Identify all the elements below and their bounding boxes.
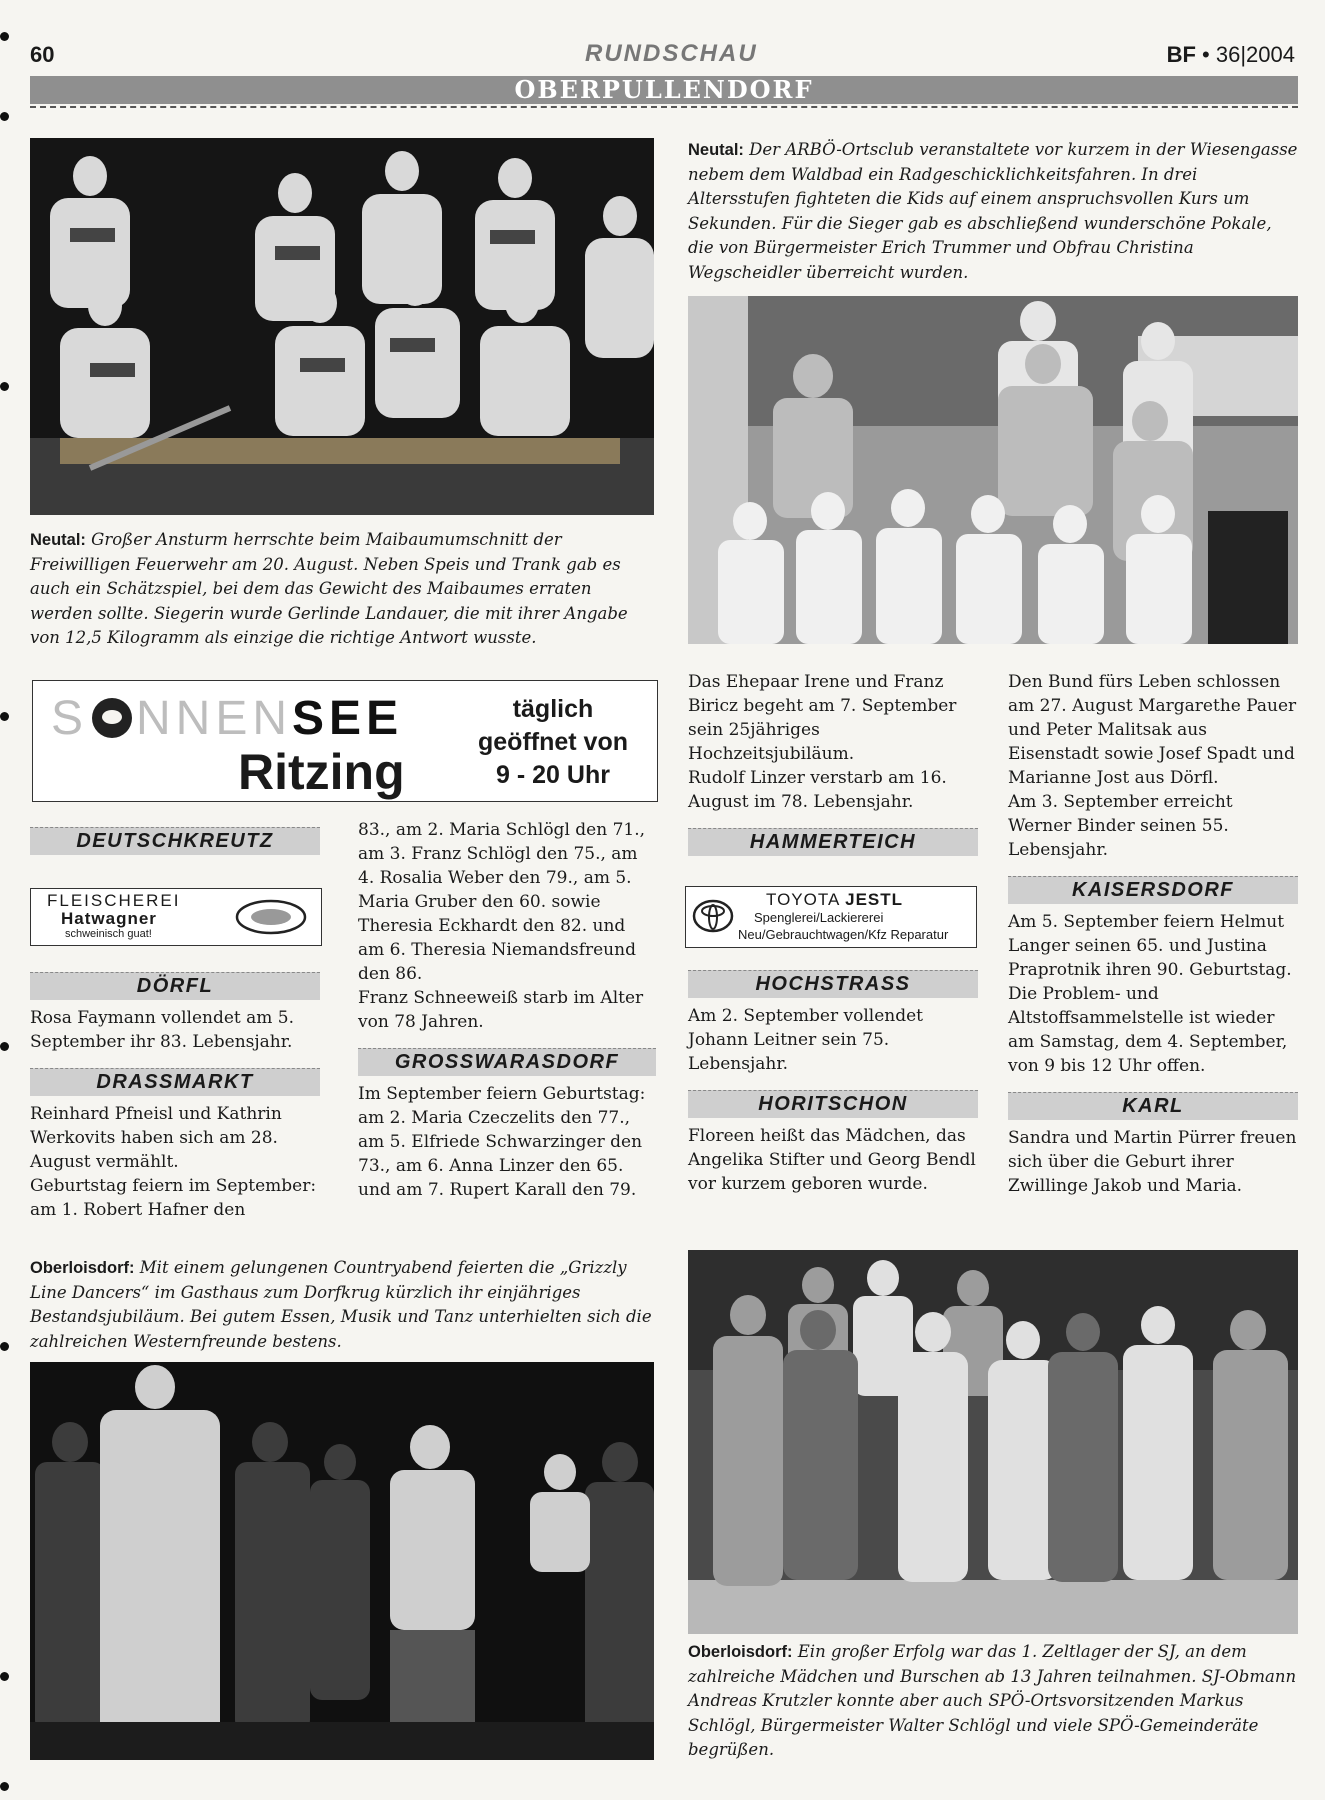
photo-sj-zeltlager-group <box>688 1250 1298 1634</box>
sonnensee-logo <box>51 691 403 746</box>
text-karl: Sandra und Martin Pürrer freuen sich über die Geburt ihrer Zwillinge Jakob und Maria. <box>1008 1128 1297 1196</box>
logo-letter-s: S <box>51 692 89 745</box>
caption-oberloisdorf-country <box>30 1256 654 1354</box>
hours-line-1: täglich <box>512 695 594 723</box>
ad-sonnensee <box>32 680 658 802</box>
margin-mark <box>0 1342 9 1351</box>
pig-icon <box>231 897 311 937</box>
issue-info <box>1167 42 1295 68</box>
text-kaisersdorf: Am 5. September feiern Helmut Langer seinen 65. und Justina Praprotnik ihren 90. Geburtstag. <box>1008 912 1292 980</box>
separator-bullet: • <box>1202 42 1210 67</box>
column-3-lower <box>688 956 978 1196</box>
photo-feuerwehr-group <box>30 138 654 515</box>
margin-mark <box>0 712 9 721</box>
caption-lead: Neutal: <box>688 141 744 159</box>
text-doerfl: Rosa Faymann vollendet am 5. September ihr 83. Lebensjahr. <box>30 1008 295 1052</box>
ad-toyota <box>685 886 977 948</box>
margin-mark <box>0 1672 9 1681</box>
text-drassmarkt: Reinhard Pfneisl und Kathrin Werkovits haben sich am 28. August vermählt. <box>30 1104 282 1172</box>
caption-oberloisdorf-sj <box>688 1640 1298 1763</box>
column-4 <box>1008 670 1298 1198</box>
sun-wave-icon <box>92 698 132 738</box>
caption-lead: Neutal: <box>30 531 86 549</box>
column-3 <box>688 670 978 862</box>
ad-fleisch-line3: schweinisch guat! <box>65 928 152 940</box>
photo-arboe-kids-group <box>688 296 1298 644</box>
paper-name: BF <box>1166 42 1196 67</box>
ad-opening-hours <box>463 693 643 792</box>
text-kaisersdorf-2: Die Problem- und Altstoffsammelstelle ist wieder am Samstag, dem 4. September, von 9 bis 12 Uhr offen. <box>1008 984 1288 1076</box>
caption-text: Ein großer Erfolg war das 1. Zeltlager der SJ, an dem zahlreiche Mädchen und Burschen ab 13 Jahren teilnahmen. SJ-Obmann Andreas Krutzler konnte aber auch SPÖ-Ortsvorsitzenden Markus Schlögl, Bürgermeister Walter Schlögl und viele SPÖ-Gemeinderäte begrüßen. <box>688 1642 1297 1759</box>
text-binder: Am 3. September erreicht Werner Binder seinen 55. Lebensjahr. <box>1008 792 1233 860</box>
text-drassmarkt-2: Geburtstag feiern im September: am 1. Robert Hafner den <box>30 1176 317 1220</box>
ad-toyota-dealer: JESTL <box>845 890 904 909</box>
margin-mark <box>0 112 9 121</box>
text-bund-fuers-leben: Den Bund fürs Leben schlossen am 27. August Margarethe Pauer und Peter Malitsak aus Eisenstadt sowie Josef Spadt und Marianne Jost aus Dörfl. <box>1008 672 1297 788</box>
photo-line-dancers <box>30 1362 654 1760</box>
hours-line-2: geöffnet von <box>478 728 628 756</box>
text-biricz: Das Ehepaar Irene und Franz Biricz begeht am 7. September sein 25jähriges Hochzeitsjubiläum. <box>688 672 957 764</box>
ad-toyota-brand-line <box>766 890 903 910</box>
rubric-drassmarkt: DRASSMARKT <box>30 1068 320 1096</box>
caption-text: Mit einem gelungenen Countryabend feierten die „Grizzly Line Dancers“ im Gasthaus zum Dorfkrug kürzlich ihr einjähriges Bestandsjubiläum. Bei gutem Essen, Musik und Tanz unterhielten sich die zahlreichen Westernfreunde bestens. <box>30 1258 652 1351</box>
header-divider <box>30 106 1298 108</box>
ad-place: Ritzing <box>238 744 405 800</box>
ad-fleisch-line2: Hatwagner <box>61 909 157 928</box>
masthead: RUNDSCHAU <box>585 40 758 67</box>
caption-text: Der ARBÖ-Ortsclub veranstaltete vor kurzem in der Wiesengasse nebem dem Waldbad ein Radgeschicklichkeitsfahren. In drei Altersstufen fighteten die Kids auf einem anspruchsvollen Kurs um Sekunden. Für die Sieger gab es abschließend wunderschöne Pokale, die von Bürgermeister Erich Trummer und Obfrau Christina Wegscheidler überreicht wurden. <box>688 140 1298 282</box>
text-grosswarasdorf: Im September feiern Geburtstag: am 2. Maria Czeczelits den 77., am 5. Elfriede Schwarzinger den 73., am 6. Anna Linzer den 65. und am 7. Rupert Karall den 79. <box>358 1084 646 1200</box>
text-drassmarkt-cont: 83., am 2. Maria Schlögl den 71., am 3. Franz Schlögl den 75., am 4. Rosalia Weber den 79., am 5. Maria Gruber den 60. sowie Theresia Eckhardt den 82. und am 6. Theresia Niemandsfreund den 86. <box>358 820 646 984</box>
text-linzer: Rudolf Linzer verstarb am 16. August im 78. Lebensjahr. <box>688 768 947 812</box>
rubric-hochstrass: HOCHSTRASS <box>688 970 978 998</box>
rubric-grosswarasdorf: GROSSWARASDORF <box>358 1048 656 1076</box>
rubric-karl: KARL <box>1008 1092 1298 1120</box>
text-horitschon: Floreen heißt das Mädchen, das Angelika Stifter und Georg Bendl vor kurzem geboren wurde. <box>688 1126 976 1194</box>
caption-lead: Oberloisdorf: <box>688 1643 793 1661</box>
rubric-doerfl: DÖRFL <box>30 972 320 1000</box>
ad-fleischerei <box>30 888 322 946</box>
hours-line-3: 9 - 20 Uhr <box>496 761 610 789</box>
ad-toyota-brand: TOYOTA <box>766 890 840 909</box>
column-1 <box>30 815 320 861</box>
column-1-lower <box>30 958 320 1222</box>
column-2 <box>358 818 656 1202</box>
logo-word-see: SEE <box>292 692 404 745</box>
ad-fleisch-line1: FLEISCHEREI <box>47 891 181 910</box>
margin-mark <box>0 1042 9 1051</box>
caption-lead: Oberloisdorf: <box>30 1259 135 1277</box>
toyota-logo-icon <box>692 899 734 933</box>
margin-mark <box>0 382 9 391</box>
section-title: OBERPULLENDORF <box>30 76 1298 104</box>
page-number: 60 <box>30 42 55 67</box>
text-hochstrass: Am 2. September vollendet Johann Leitner sein 75. Lebensjahr. <box>688 1006 923 1074</box>
rubric-kaisersdorf: KAISERSDORF <box>1008 876 1298 904</box>
caption-text: Großer Ansturm herrschte beim Maibaumumschnitt der Freiwilligen Feuerwehr am 20. August. Neben Speis und Trank gab es auch ein Schätzspiel, bei dem das Gewicht des Maibaumes erraten werden sollte. Siegerin wurde Gerlinde Landauer, die mit ihrer Angabe von 12,5 Kilogramm als einzige die richtige Antwort wusste. <box>30 530 628 647</box>
caption-neutal-arboe <box>688 138 1298 285</box>
rubric-deutschkreutz: DEUTSCHKREUTZ <box>30 827 320 855</box>
issue-number: 36|2004 <box>1215 42 1295 67</box>
logo-word-mid: NNEN <box>136 692 293 745</box>
caption-neutal-feuerwehr <box>30 528 654 651</box>
margin-mark <box>0 1782 9 1791</box>
ad-toyota-line2: Spenglerei/Lackiererei <box>754 910 884 925</box>
rubric-hammerteich: HAMMERTEICH <box>688 828 978 856</box>
rubric-horitschon: HORITSCHON <box>688 1090 978 1118</box>
margin-mark <box>0 32 9 41</box>
text-drassmarkt-death: Franz Schneeweiß starb im Alter von 78 Jahren. <box>358 988 644 1032</box>
ad-toyota-line3: Neu/Gebrauchtwagen/Kfz Reparatur <box>738 927 949 942</box>
